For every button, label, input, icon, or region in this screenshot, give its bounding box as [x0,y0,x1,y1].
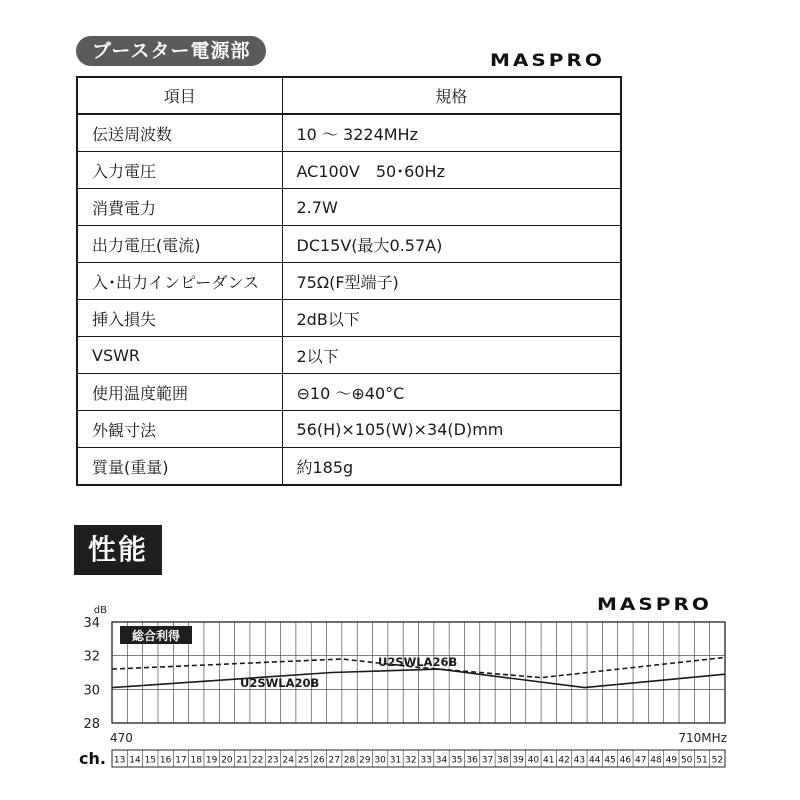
channel-number: 50 [680,755,693,766]
channel-number: 31 [389,755,402,766]
section-title: ブースター電源部 [76,36,266,66]
channel-number: 15 [144,755,157,766]
chart-grid [112,622,725,723]
channel-number: 40 [527,755,540,766]
spec-value-cell: ⊖10 ～⊕40°C [282,374,621,411]
channel-number: 24 [282,755,294,766]
channel-number: 16 [159,755,172,766]
channel-number: 20 [221,755,233,766]
y-tick-label: 34 [83,616,100,631]
channel-number: 51 [696,755,708,766]
spec-value-cell: 75Ω(F型端子) [282,263,621,300]
spec-value-cell: 2.7W [282,189,621,226]
spec-value-cell: 10 ～ 3224MHz [282,114,621,152]
channel-number: 18 [190,755,203,766]
spec-value-cell: 2以下 [282,337,621,374]
channel-number: 38 [497,755,509,766]
channel-number: 25 [297,755,310,766]
channel-number: 13 [113,755,126,766]
spec-header-row [77,77,621,114]
channel-number: 30 [374,755,386,766]
channel-number: 23 [267,755,279,766]
channel-number: 43 [573,755,586,766]
channel-number: 34 [435,755,448,766]
spec-header-spec: 規格 [282,77,621,114]
channel-row [79,749,725,768]
gain-chart [70,600,750,770]
series-label-u2swla20b: U2SWLA20B [240,676,320,690]
spec-item-cell: 消費電力 [77,189,282,226]
spec-value-cell: 2dB以下 [282,300,621,337]
spec-row [77,411,621,448]
spec-item-cell: 外観寸法 [77,411,282,448]
spec-row [77,448,621,486]
spec-value-cell: AC100V 50･60Hz [282,152,621,189]
channel-number: 46 [619,755,632,766]
y-tick-label: 30 [83,683,100,699]
spec-item-cell: VSWR [77,337,282,374]
channel-number: 39 [512,755,524,766]
channel-number: 17 [175,755,187,766]
channel-number: 28 [343,755,356,766]
spec-item-cell: 伝送周波数 [77,114,282,152]
channel-number: 41 [543,755,555,766]
spec-row [77,263,621,300]
channel-number: 14 [129,755,141,766]
channel-number: 36 [466,755,478,766]
channel-number: 49 [665,755,678,766]
channel-number: 45 [604,755,616,766]
spec-row [77,374,621,411]
spec-value-cell: DC15V(最大0.57A) [282,226,621,263]
chart-labels [83,605,727,745]
spec-item-cell: 使用温度範囲 [77,374,282,411]
spec-item-cell: 入力電圧 [77,152,282,189]
spec-row [77,114,621,152]
chart-box-label: 総合利得 [131,629,181,643]
spec-header-item: 項目 [77,77,282,114]
channel-number: 44 [589,755,601,766]
spec-row [77,189,621,226]
spec-item-cell: 入･出力インピーダンス [77,263,282,300]
channel-number: 27 [328,755,340,766]
spec-item-cell: 出力電圧(電流) [77,226,282,263]
spec-table [76,76,622,486]
spec-value-cell: 約185g [282,448,621,486]
channel-number: 47 [634,755,647,766]
brand-logo: MASPRO [490,49,605,71]
chart-brand-logo: MASPRO [597,593,712,615]
channel-number: 32 [405,755,417,766]
channel-number: 35 [451,755,463,766]
channel-number: 22 [251,755,264,766]
channel-number: 29 [359,755,371,766]
x-end-label: 710MHz [678,731,727,745]
channel-number: 33 [420,755,432,766]
spec-item-cell: 挿入損失 [77,300,282,337]
channel-number: 21 [236,755,248,766]
series-label-u2swla26b: U2SWLA26B [378,655,458,669]
spec-row [77,152,621,189]
spec-row [77,226,621,263]
channel-number: 19 [205,755,218,766]
channel-number: 42 [558,755,570,766]
channel-number: 26 [313,755,325,766]
channel-number: 37 [481,755,494,766]
performance-title: 性能 [74,525,162,575]
y-tick-label: 32 [83,649,100,665]
spec-value-cell: 56(H)×105(W)×34(D)mm [282,411,621,448]
y-axis-unit: dB [93,605,107,616]
spec-row [77,337,621,374]
spec-row [77,300,621,337]
spec-item-cell: 質量(重量) [77,448,282,486]
channel-number: 52 [711,755,724,766]
channel-prefix: ch. [79,749,106,768]
channel-number: 48 [650,755,662,766]
x-start-label: 470 [110,731,133,745]
y-tick-label: 28 [83,717,100,732]
